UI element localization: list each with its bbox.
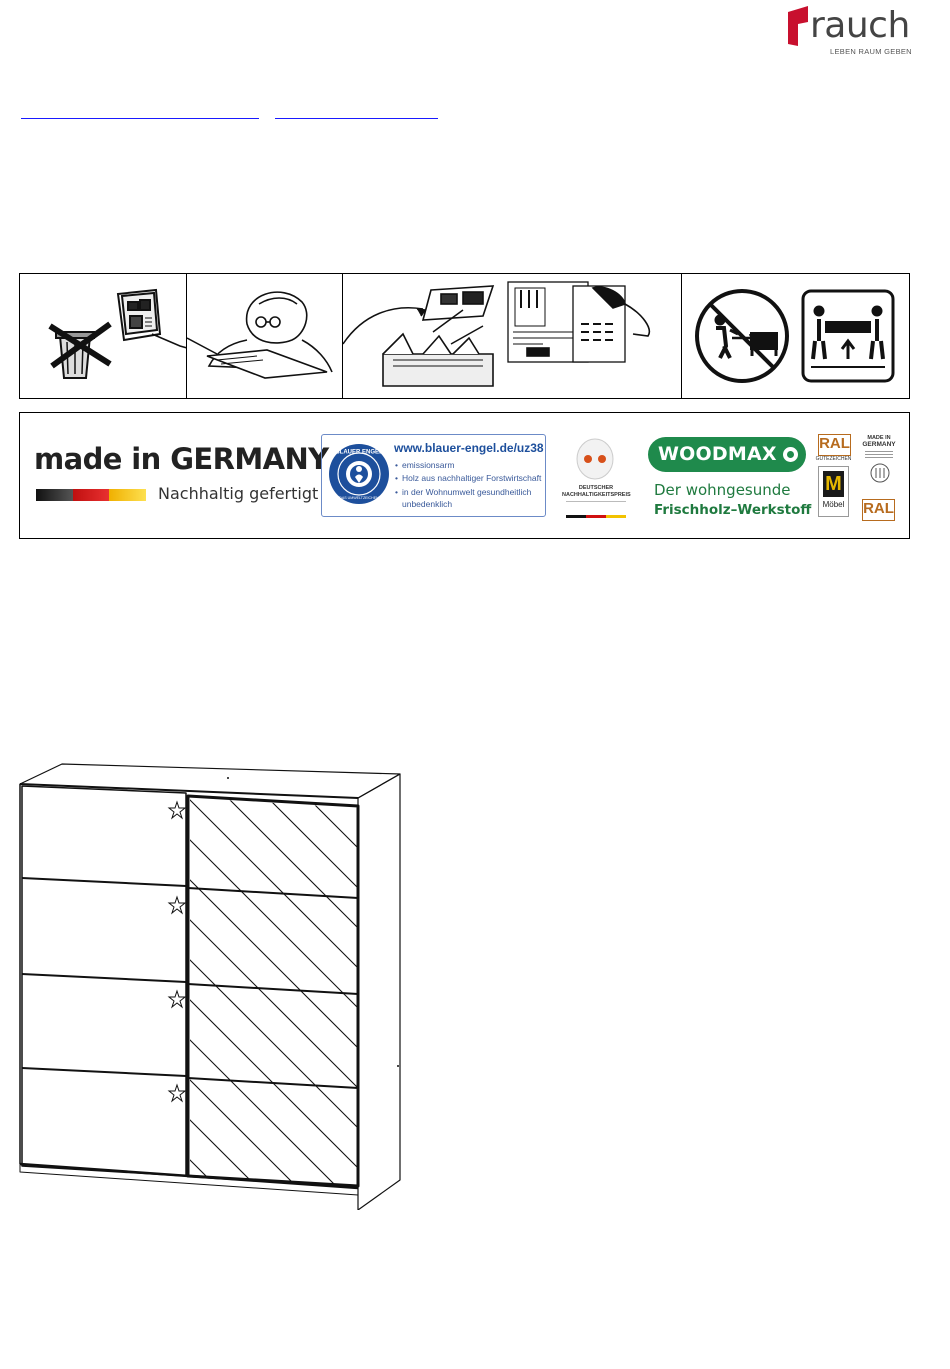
two-person-carry-icon <box>801 289 895 383</box>
sliding-wardrobe-drawing <box>0 740 420 1210</box>
mig-line-1: MADE IN <box>867 435 891 441</box>
blauer-engel-url: www.blauer-engel.de/uz38 <box>394 441 544 455</box>
woodmax-line-1: Der wohngesunde <box>654 481 791 499</box>
star-mark-icon <box>169 802 185 818</box>
ral-top-badge: RAL <box>818 434 851 456</box>
mig-seal-icon <box>870 462 890 484</box>
moebel-badge <box>818 466 849 517</box>
nachhaltigkeitspreis-badge <box>562 435 630 519</box>
logo-tagline: LEBEN RAUM GEBEN <box>830 47 912 56</box>
woodmax-line-2: Frischholz–Werkstoff <box>654 502 812 518</box>
ral-bottom-badge: RAL <box>862 499 895 521</box>
award-globe-icon <box>570 437 620 481</box>
person-reading-icon <box>187 274 342 398</box>
made-in-germany-title: made in GERMANY <box>34 442 329 476</box>
made-in-germany-subtitle: Nachhaltig gefertigt <box>158 484 319 503</box>
flag-red <box>73 489 110 501</box>
star-mark-icon <box>169 1085 185 1101</box>
logo-wordmark: rauch <box>810 5 910 46</box>
star-mark-icon <box>169 897 185 913</box>
ral-guetezeichen-label: GÜTEZEICHEN <box>815 456 852 462</box>
award-rule <box>566 501 626 502</box>
link-1[interactable] <box>21 100 259 119</box>
blauer-engel-seal-icon <box>328 443 390 505</box>
blauer-engel-box <box>321 434 546 517</box>
file-folder-icon <box>343 274 681 398</box>
no-solo-carry-icon <box>692 286 792 386</box>
blauer-engel-item: • emissionsarm <box>402 460 454 470</box>
award-line-1: DEUTSCHER <box>578 485 614 491</box>
instruction-strip <box>19 273 910 399</box>
woodmax-dot-icon <box>783 447 798 462</box>
woodmax-logo <box>648 437 806 472</box>
flag-black <box>36 489 73 501</box>
mig-line-2: GERMANY <box>862 441 896 448</box>
moebel-label: Möbel <box>822 500 845 509</box>
woodmax-wordmark: WOODMAX <box>658 443 777 465</box>
rauch-logo <box>788 2 913 60</box>
award-flag-bar <box>566 515 626 518</box>
certification-strip <box>19 412 910 539</box>
germany-flag-bar <box>36 489 146 501</box>
blauer-engel-item: • Holz aus nachhaltiger Forstwirtschaft <box>402 473 541 483</box>
award-line-2: NACHHALTIGKEITSPREIS <box>562 492 631 498</box>
seal-ring-text: BLAUER ENGEL <box>335 449 383 456</box>
seal-bottom-text: DAS UMWELTZEICHEN <box>339 496 379 500</box>
no-trash-icon <box>20 274 186 398</box>
link-2[interactable] <box>275 100 438 119</box>
logo-mark-icon <box>788 6 810 46</box>
blauer-engel-item: • in der Wohnumwelt gesundheitlich unbedenklich <box>402 486 532 510</box>
moebel-m-icon: M <box>823 471 844 497</box>
panel-divider <box>681 274 682 398</box>
flag-gold <box>109 489 146 501</box>
made-in-germany-badge <box>862 435 896 493</box>
star-mark-icon <box>169 991 185 1007</box>
